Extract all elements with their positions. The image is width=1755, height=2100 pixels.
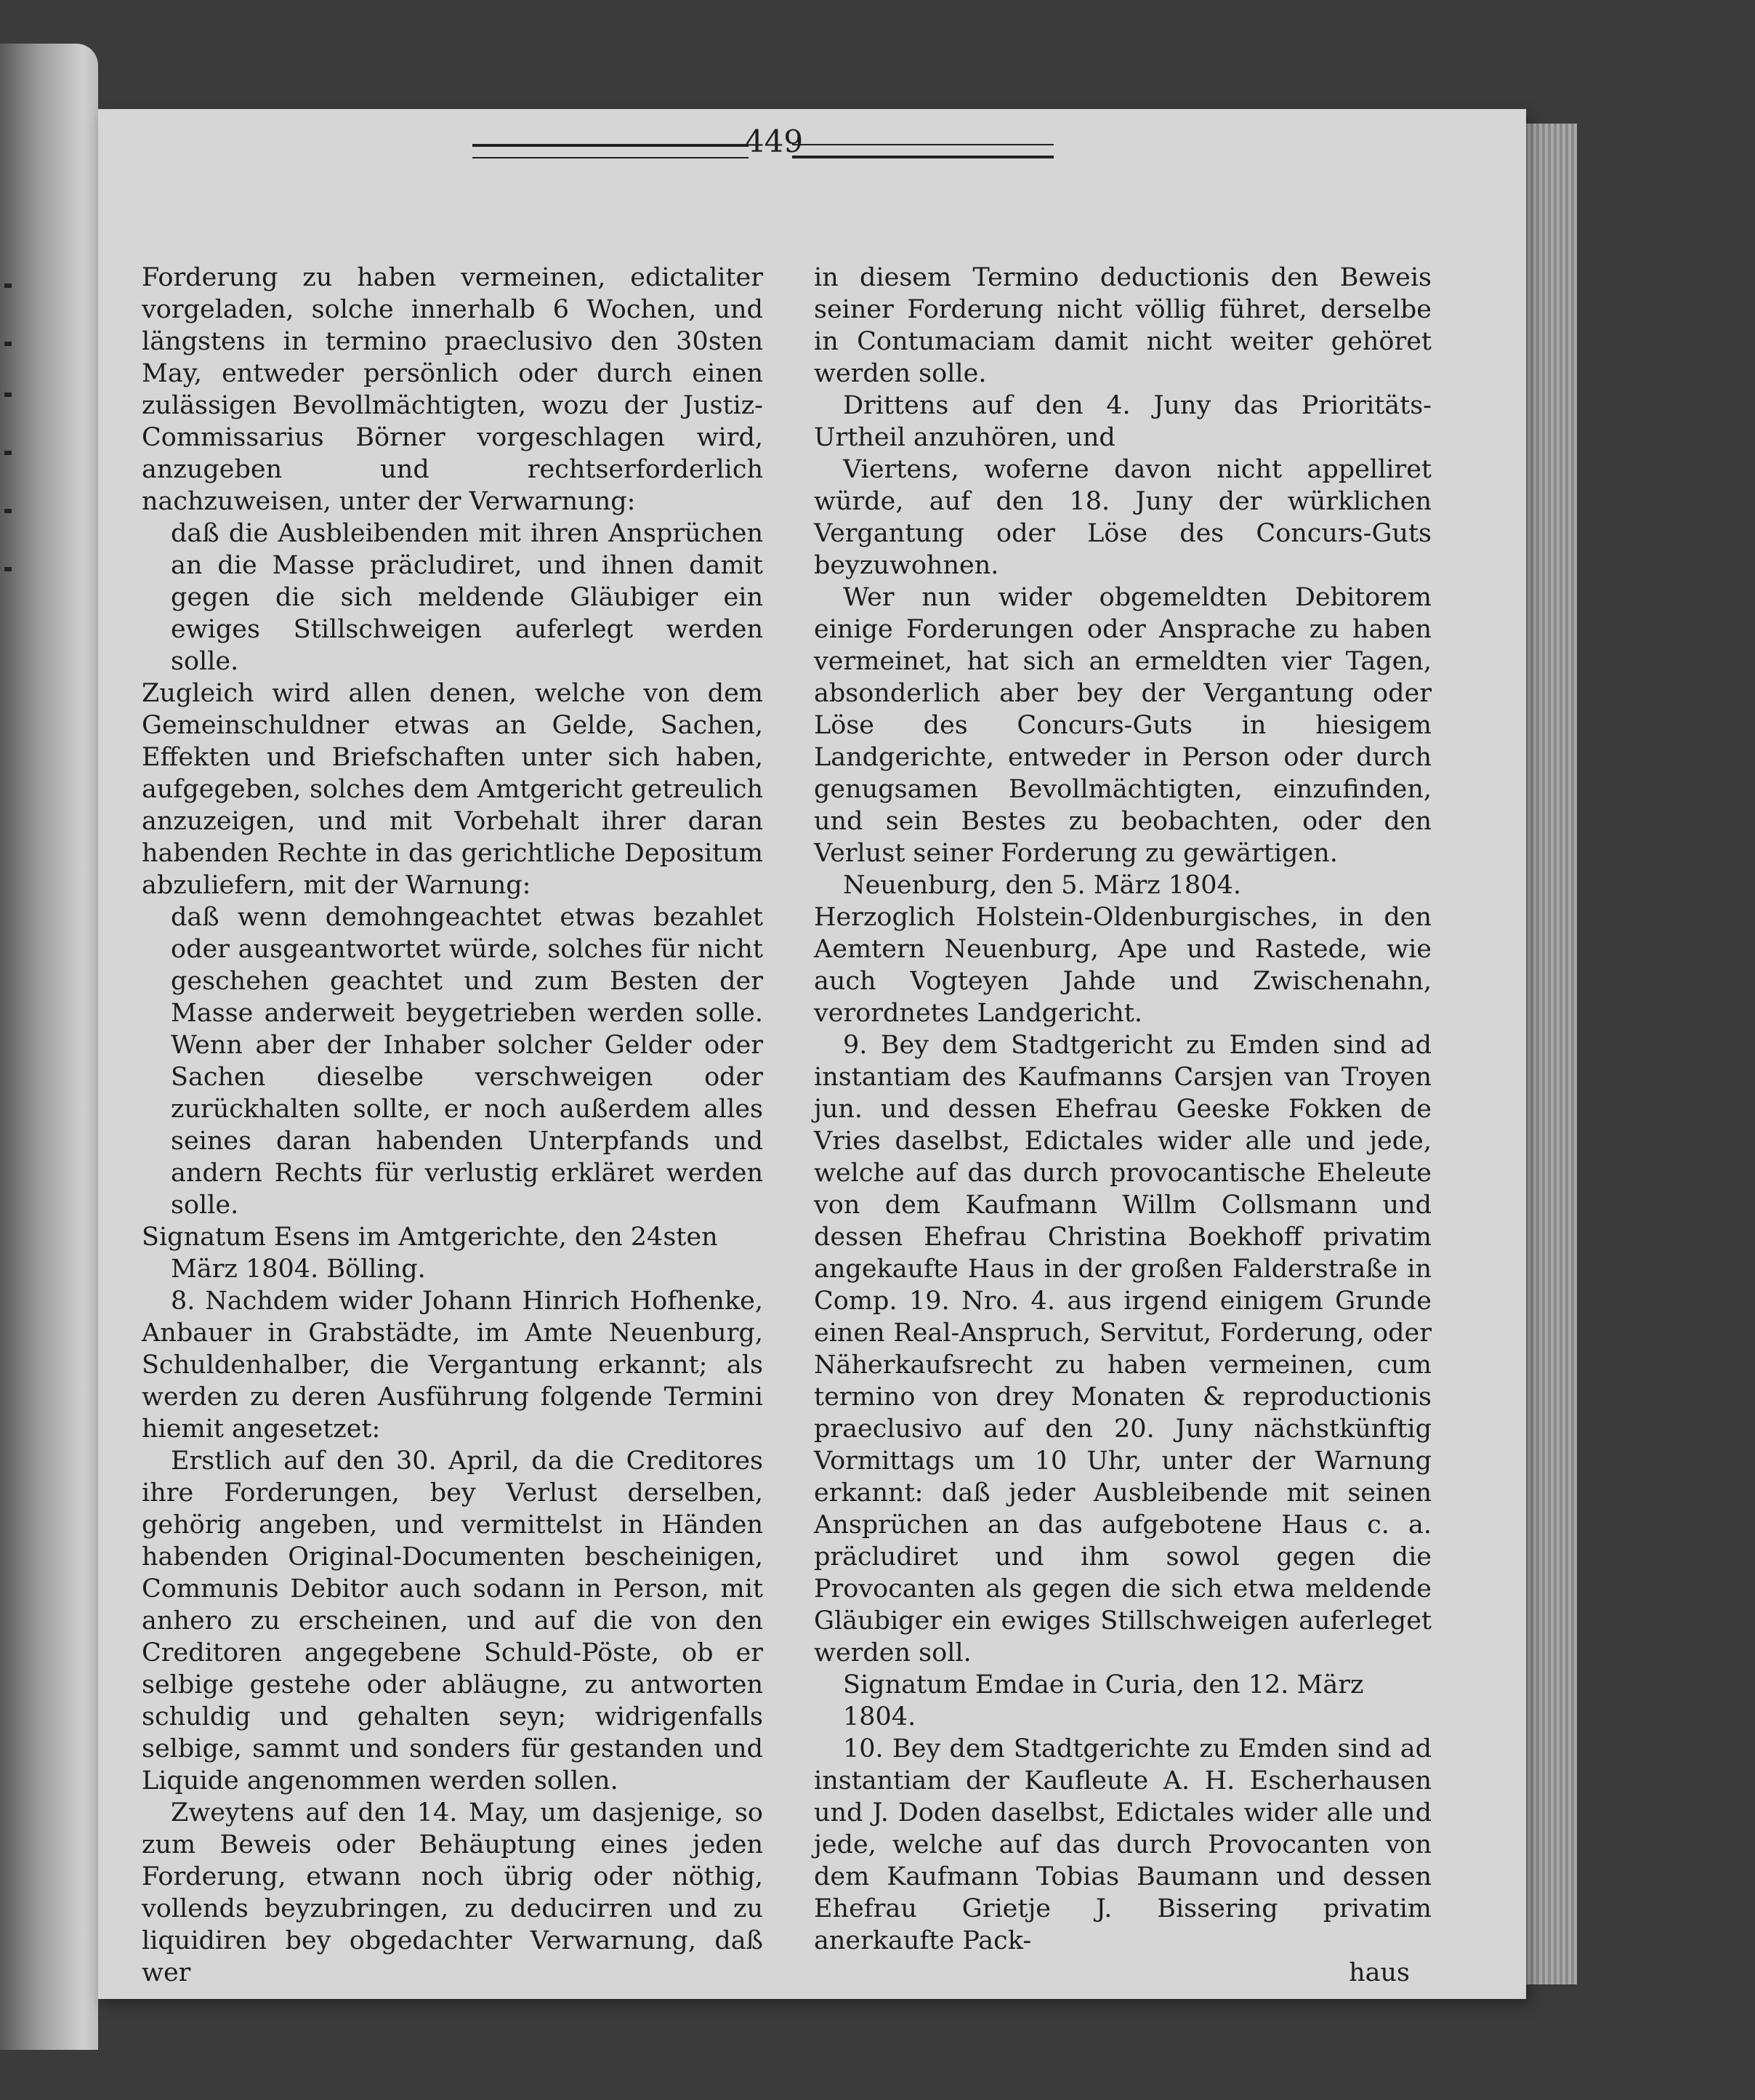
text-paragraph: Signatum Esens im Amtgerichte, den 24sten <box>142 1223 718 1252</box>
text-paragraph: haus <box>1349 1958 1410 1987</box>
text-paragraph: 10. Bey dem Stadtgerichte zu Emden sind ad instantiam der Kaufleute A. H. Escherhausen und J. Doden daselbst, Edictales wider alle und jede, welche auf das durch Provocanten von dem Kaufmann Tobias Baumann und dessen Ehefrau Grietje J. Bissering privatim anerkaufte Pack- <box>814 1734 1432 1955</box>
text-paragraph: Viertens, woferne davon nicht appelliret würde, auf den 18. Juny der würklichen Vergantung oder Löse des Concurs-Guts beyzuwohnen. <box>814 455 1432 580</box>
left-text-column <box>142 262 763 1989</box>
text-paragraph: Zweytens auf den 14. May, um dasjenige, so zum Beweis oder Behäuptung eines jeden Forderung, etwann noch übrig oder nöthig, vollends beyzubringen, zu deducirren und zu liquidiren bey obgedachter Verwarnung, daß wer <box>142 1798 763 1987</box>
header-rule-left <box>472 144 749 158</box>
text-paragraph: daß die Ausbleibenden mit ihren Ansprüchen an die Masse präcludiret, und ihnen damit gegen die sich meldende Gläubiger ein ewiges Stillschweigen auferlegt werden solle. <box>171 519 763 676</box>
left-page-edge <box>0 44 98 2050</box>
text-paragraph: in diesem Termino deductionis den Beweis seiner Forderung nicht völlig führet, derselbe in Contumaciam damit nicht weiter gehöret werden solle. <box>814 263 1432 388</box>
text-paragraph: Wer nun wider obgemeldten Debitorem einige Forderungen oder Ansprache zu haben vermeinet, hat sich an ermeldten vier Tagen, absonderlich aber bey der Vergantung oder Löse des Concurs-Guts in hiesigem Landgerichte, entweder in Person oder durch genugsamen Bevollmächtigten, einzufinden, und sein Bestes zu beobachten, oder den Verlust seiner Forderung zu gewärtigen. <box>814 583 1432 868</box>
text-paragraph: Signatum Emdae in Curia, den 12. März <box>843 1670 1364 1699</box>
header-rule-right <box>792 144 1054 158</box>
page-header <box>472 124 1054 174</box>
text-paragraph: 8. Nachdem wider Johann Hinrich Hofhenke, Anbauer in Grabstädte, im Amte Neuenburg, Schuldenhalber, die Vergantung erkannt; als werden zu deren Ausführung folgende Termini hiemit angesetzet: <box>142 1287 763 1444</box>
right-text-column <box>814 262 1432 1989</box>
text-paragraph: 1804. <box>843 1702 916 1731</box>
text-paragraph: Drittens auf den 4. Juny das Prioritäts-Urtheil anzuhören, und <box>814 391 1432 452</box>
text-paragraph: Neuenburg, den 5. März 1804. <box>843 871 1241 900</box>
text-paragraph: 9. Bey dem Stadtgericht zu Emden sind ad instantiam des Kaufmanns Carsjen van Troyen jun. und dessen Ehefrau Geeske Fokken de Vries daselbst, Edictales wider alle und jede, welche auf das durch provocantische Eheleute von dem Kaufmann Willm Collsmann und dessen Ehefrau Christina Boekhoff privatim angekaufte Haus in der großen Falderstraße in Comp. 19. Nro. 4. aus irgend einigem Grunde einen Real-Anspruch, Servitut, Forderung, oder Näherkaufsrecht zu haben vermeinen, cum termino von drey Monaten & reproductionis praeclusivo auf den 20. Juny nächstkünftig Vormittags um 10 Uhr, unter der Warnung erkannt: daß jeder Ausbleibende mit seinen Ansprüchen an das aufgebotene Haus c. a. präcludiret und ihm sowol gegen die Provocanten als gegen die sich etwa meldende Gläubiger ein ewiges Stillschweigen auferleget werden soll. <box>814 1031 1432 1667</box>
page-stack-edge <box>1519 124 1577 1984</box>
page-number: 449 <box>744 124 804 159</box>
text-paragraph: Erstlich auf den 30. April, da die Creditores ihre Forderungen, bey Verlust derselben, gehörig angeben, und vermittelst in Händen habenden Original-Documenten bescheinigen, Communis Debitor auch sodann in Person, mit anhero zu erscheinen, und auf die von den Creditoren angegebene Schuld-Pöste, ob er selbige gestehe oder abläugne, zu antworten schuldig und gehalten seyn; widrigenfalls selbige, sammt und sonders für gestanden und Liquide angenommen werden sollen. <box>142 1447 763 1795</box>
text-paragraph: März 1804. Bölling. <box>171 1255 426 1284</box>
text-paragraph: Forderung zu haben vermeinen, edictaliter vorgeladen, solche innerhalb 6 Wochen, und längstens in termino praeclusivo den 30sten May, entweder persönlich oder durch einen zulässigen Bevollmächtigten, wozu der Justiz-Commissarius Börner vorgeschlagen wird, anzugeben und rechtserforderlich nachzuweisen, unter der Verwarnung: <box>142 263 763 516</box>
text-paragraph: Herzoglich Holstein-Oldenburgisches, in den Aemtern Neuenburg, Ape und Rastede, wie auch Vogteyen Jahde und Zwischenahn, verordnetes Landgericht. <box>814 903 1432 1028</box>
text-paragraph: daß wenn demohngeachtet etwas bezahlet oder ausgeantwortet würde, solches für nicht geschehen geachtet und zum Besten der Masse anderweit beygetrieben werden solle. Wenn aber der Inhaber solcher Gelder oder Sachen dieselbe verschweigen oder zurückhalten sollte, er noch außerdem alles seines daran habenden Unterpfands und andern Rechts für verlustig erkläret werden solle. <box>171 903 763 1220</box>
text-paragraph: Zugleich wird allen denen, welche von dem Gemeinschuldner etwas an Gelde, Sachen, Effekten und Briefschaften unter sich haben, aufgegeben, solches dem Amtgericht getreulich anzuzeigen, und mit Vorbehalt ihrer daran habenden Rechte in das gerichtliche Depositum abzuliefern, mit der Warnung: <box>142 679 763 900</box>
